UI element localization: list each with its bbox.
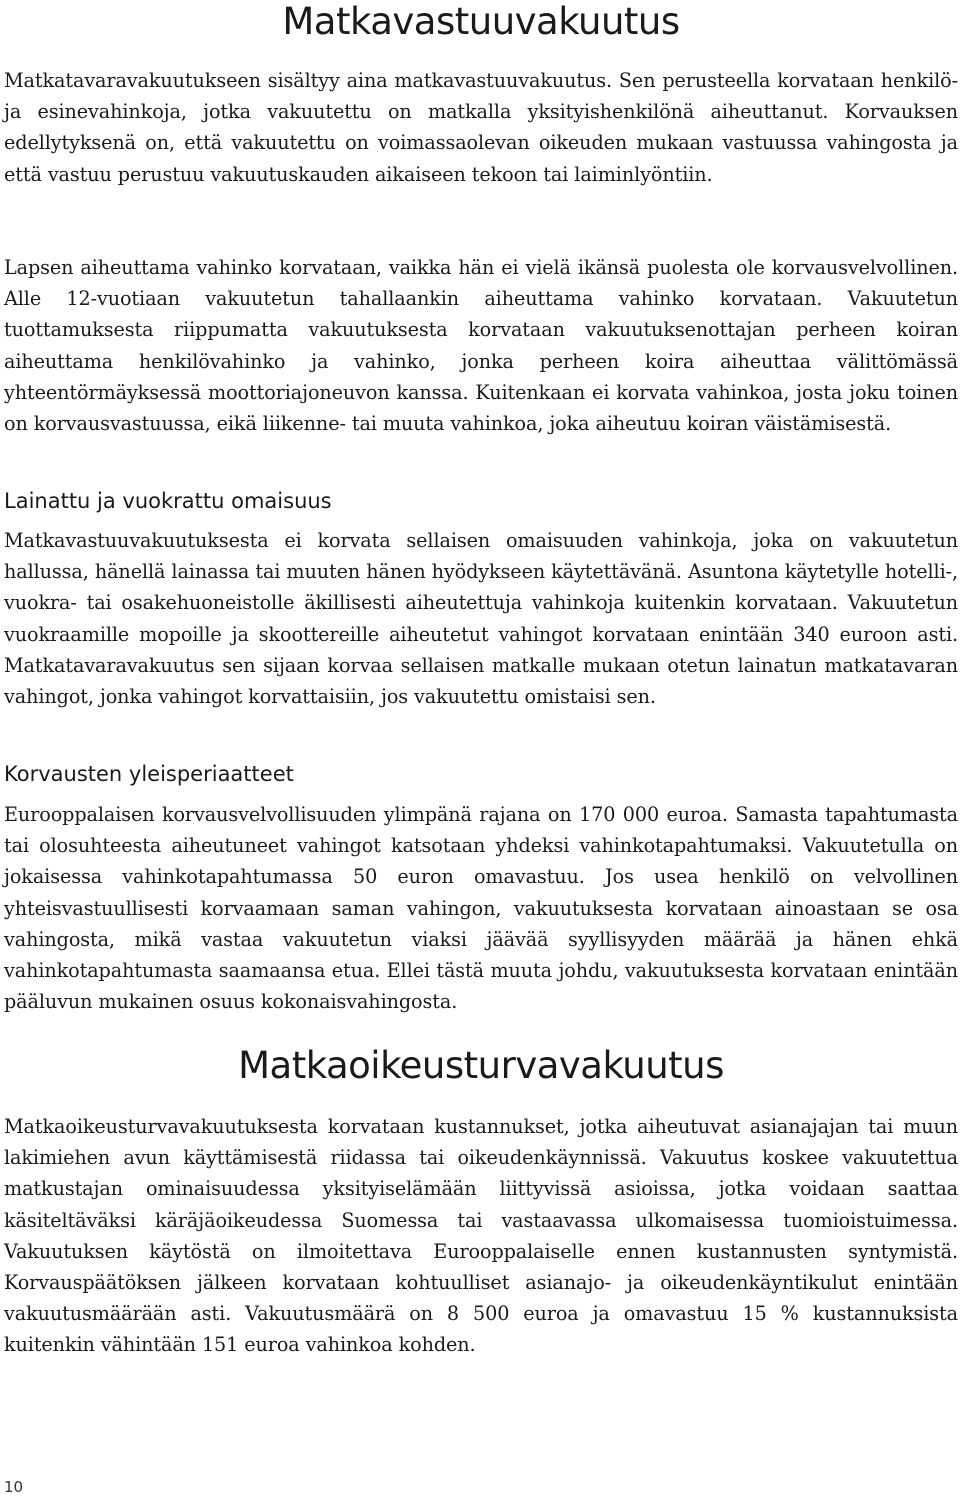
paragraph-borrowed-property: Matkavastuuvakuutuksesta ei korvata sellaisen omaisuuden vahinkoja, joka on vakuutetun hallussa, hänellä lainassa tai muuten hänen hyödykseen käytettävänä. Asuntona käytetylle hotelli-, vuokra- tai osakehuoneistolle äkillisesti aiheutettuja vahinkoja kuitenkin korvataan. Vakuutetun vuokraamille mopoille ja skoottereille aiheutetut vahingot korvataan enintään 340 euroon asti. Matkatavaravakuutus sen sijaan korvaa sellaisen matkalle mukaan otetun lainatun matkatavaran vahingot, jonka vahingot korvattaisiin, jos vakuutettu omistaisi sen. [4,529,958,709]
paragraph-child-and-dog-damage: Lapsen aiheuttama vahinko korvataan, vaikka hän ei vielä ikänsä puolesta ole korvausvelvollinen. Alle 12-vuotiaan vakuutetun tahallaankin aiheuttama vahinko korvataan. Vakuutetun tuottamuksesta riippumatta vakuutuksesta korvataan vakuutuksenottajan perheen koiran aiheuttama henkilövahinko ja vahinko, jonka perheen koira aiheuttaa välittömässä yhteentörmäyksessä moottoriajoneuvon kanssa. Kuitenkaan ei korvata vahinkoa, josta joku toinen on korvausvastuussa, eikä liikenne- tai muuta vahinkoa, joka aiheutuu koiran väistämisestä. [4,256,958,436]
subheading-borrowed-property: Lainattu ja vuokrattu omaisuus [4,489,332,513]
section-title-matkaoikeusturvavakuutus: Matkaoikeusturvavakuutus [238,1044,724,1087]
paragraph-liability-intro: Matkatavaravakuutukseen sisältyy aina matkavastuuvakuutus. Sen perusteella korvataan henkilö- ja esinevahinkoja, jotka vakuutettu on matkalla yksityishenkilönä aiheuttanut. Korvauksen edellytyksenä on, että vakuutettu on voimassaolevan oikeuden mukaan vastuussa vahingosta ja että vastuu perustuu vakuutuskauden aikaiseen tekoon tai laiminlyöntiin. [4,69,958,186]
page-number: 10 [4,1478,24,1496]
paragraph-legal-expenses: Matkaoikeusturvavakuutuksesta korvataan kustannukset, jotka aiheutuvat asianajajan tai muun lakimiehen avun käyttämisestä riidassa tai oikeudenkäynnissä. Vakuutus koskee vakuutettua matkustajan ominaisuudessa yksityiselämään liittyvissä asioissa, jotka voidaan saattaa käsiteltäväksi käräjäoikeudessa Suomessa tai vastaavassa ulkomaisessa tuomioistuimessa. Vakuutuksen käytöstä on ilmoitettava Eurooppalaiselle ennen kustannusten syntymistä. Korvauspäätöksen jälkeen korvataan kohtuulliset asianajo- ja oikeudenkäyntikulut enintään vakuutusmäärään asti. Vakuutusmäärä on 8 500 euroa ja omavastuu 15 % kustannuksista kuitenkin vähintään 151 euroa vahinkoa kohden. [4,1115,958,1357]
section-title-matkavastuuvakuutus: Matkavastuuvakuutus [282,0,680,43]
subheading-compensation-principles: Korvausten yleisperiaatteet [4,762,294,786]
paragraph-compensation-principles: Eurooppalaisen korvausvelvollisuuden ylimpänä rajana on 170 000 euroa. Samasta tapahtumasta tai olosuhteesta aiheutuneet vahingot katsotaan yhdeksi vahinkotapahtumaksi. Vakuutetulla on jokaisessa vahinkotapahtumassa 50 euron omavastuu. Jos usea henkilö on velvollinen yhteisvastuullisesti korvaamaan saman vahingon, vakuutuksesta korvataan ainoastaan se osa vahingosta, mikä vastaa vakuutetun viaksi jäävää syyllisyyden määrää ja hänen ehkä vahinkotapahtumasta saamaansa etua. Ellei tästä muuta johdu, vakuutuksesta korvataan enintään pääluvun mukainen osuus kokonaisvahingosta. [4,803,958,1014]
